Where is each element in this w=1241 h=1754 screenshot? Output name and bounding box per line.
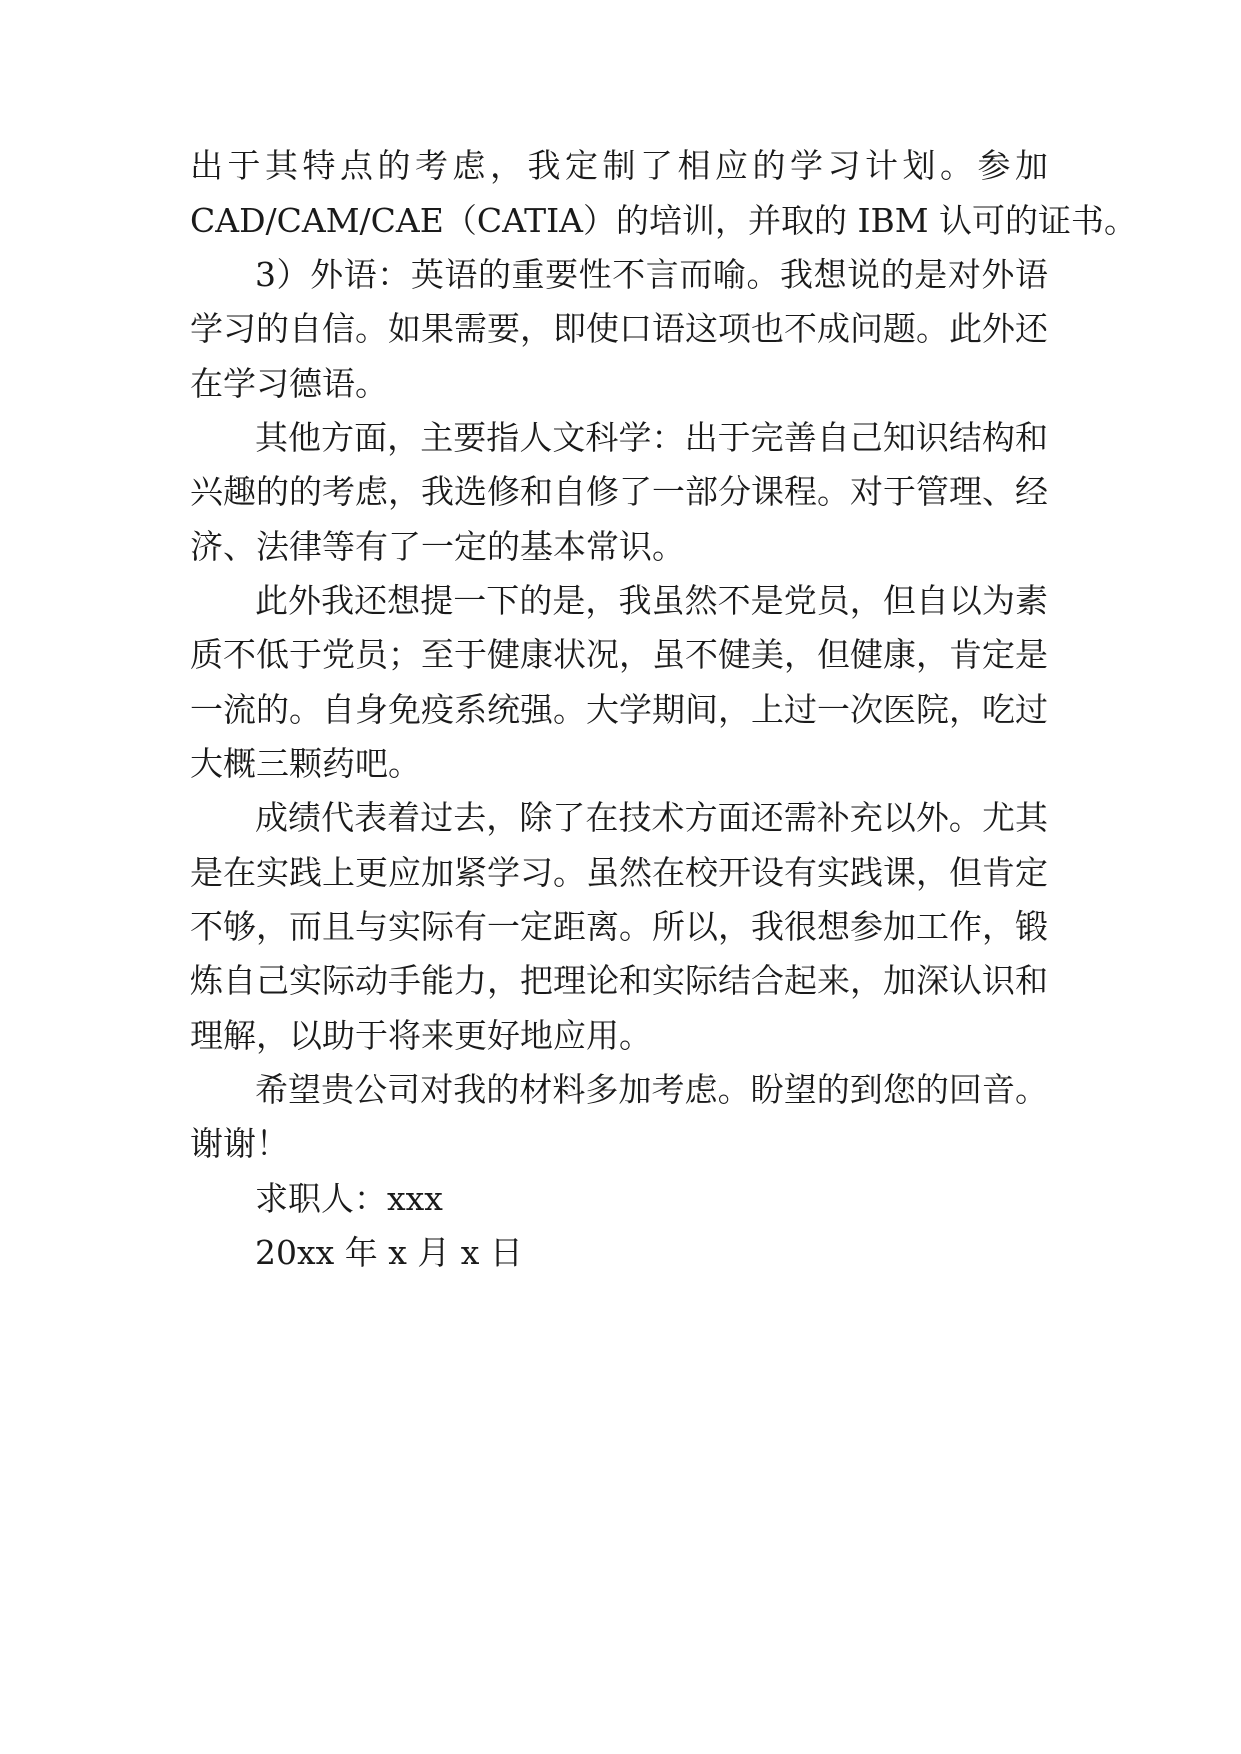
text-line: 谢谢！ [190,1124,289,1163]
text-line: 学习的自信。如果需要，即使口语这项也不成问题。此外还 [190,309,1048,348]
text-line: 兴趣的的考虑，我选修和自修了一部分课程。对于管理、经 [190,472,1048,511]
text-line: 炼自己实际动手能力，把理论和实际结合起来，加深认识和 [190,961,1048,1000]
text-line: 一流的。自身免疫系统强。大学期间，上过一次医院，吃过 [190,690,1048,729]
applicant-signature: 求职人：xxx [255,1179,443,1218]
text-line: 大概三颗药吧。 [190,744,421,783]
text-line: 理解，以助于将来更好地应用。 [190,1016,652,1055]
text-line: 3）外语：英语的重要性不言而喻。我想说的是对外语 [255,255,1048,294]
text-line: 成绩代表着过去，除了在技术方面还需补充以外。尤其 [255,798,1048,837]
text-line: 不够，而且与实际有一定距离。所以，我很想参加工作，锻 [190,907,1048,946]
text-line: 出于其特点的考虑，我定制了相应的学习计划。参加 [190,146,1048,185]
text-line: 希望贵公司对我的材料多加考虑。盼望的到您的回音。 [255,1070,1048,1109]
text-line: 此外我还想提一下的是，我虽然不是党员，但自以为素 [255,581,1048,620]
text-line: 在学习德语。 [190,364,388,403]
letter-date: 20xx 年 x 月 x 日 [255,1233,523,1272]
text-line: 其他方面，主要指人文科学：出于完善自己知识结构和 [255,418,1048,457]
text-line: CAD/CAM/CAE（CATIA）的培训，并取的 IBM 认可的证书。 [190,201,1138,240]
text-line: 是在实践上更应加紧学习。虽然在校开设有实践课，但肯定 [190,853,1048,892]
text-line: 质不低于党员；至于健康状况，虽不健美，但健康，肯定是 [190,635,1048,674]
text-line: 济、法律等有了一定的基本常识。 [190,527,685,566]
